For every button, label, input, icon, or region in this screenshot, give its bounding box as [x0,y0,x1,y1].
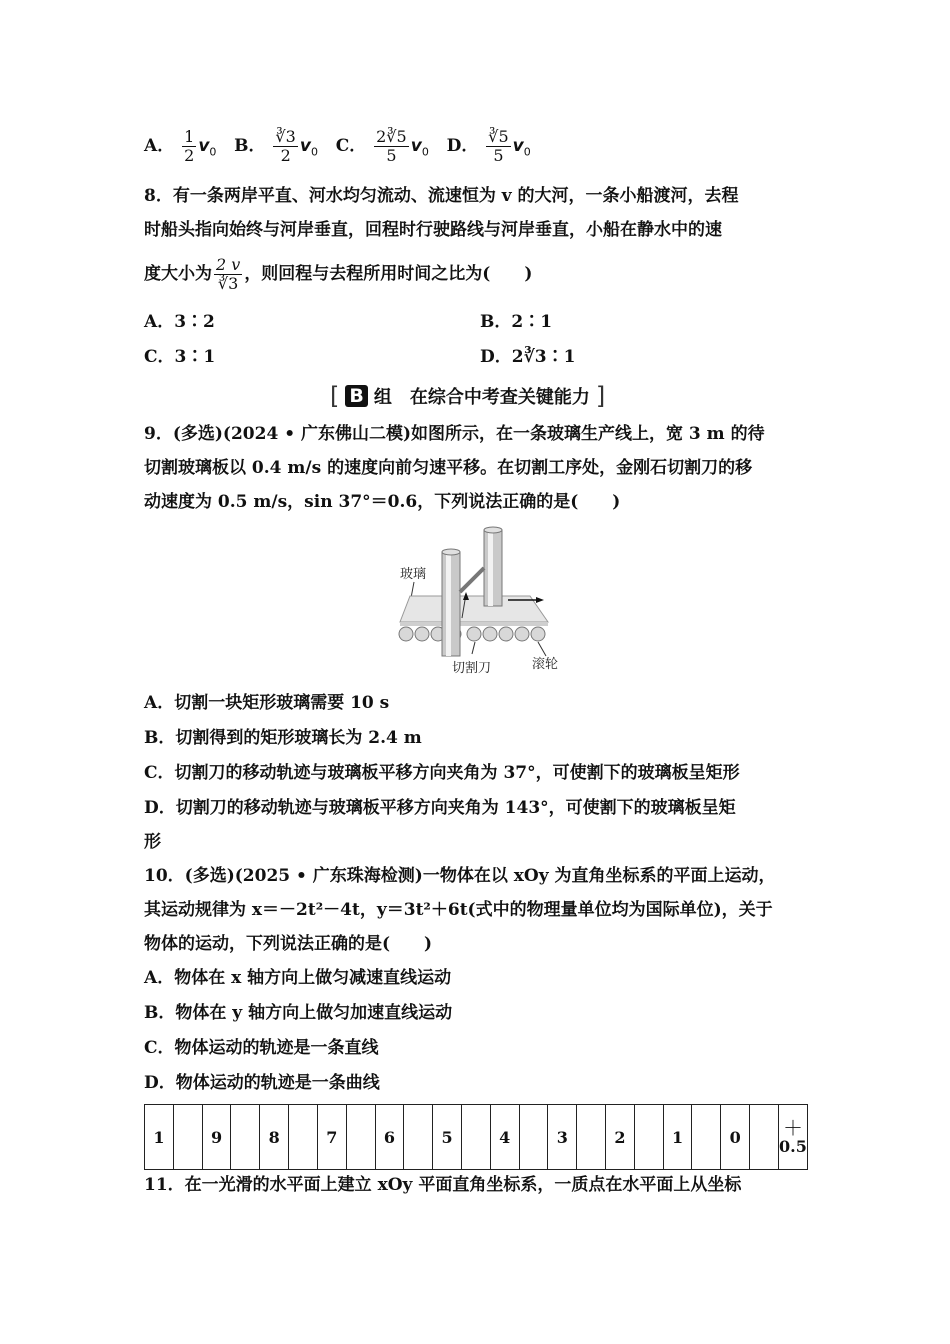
cutter-arm [460,568,484,592]
answer-table [144,1104,808,1170]
q9-line-3: 动速度为 0.5 m/s，sin 37°＝0.6，下列说法正确的是( ) [144,492,621,512]
fraction: $\frac{1}{2}$ [184,127,195,165]
figure-label-glass: 玻璃 [400,567,427,582]
q10-option-d: D．物体运动的轨迹是一条曲线 [144,1073,380,1093]
q8-option-b: B．2∶1 [480,312,553,332]
section-title: 组 在综合中考查关键能力 [373,387,590,408]
q8-option-c: C．3∶1 [144,347,216,367]
q10-option-c: C．物体运动的轨迹是一条直线 [144,1038,379,1058]
section-header: [ B 组 在综合中考查关键能力 ] [330,382,606,410]
fraction: $\frac{∛3}{2}$ [275,127,296,165]
figure-label-cutter: 切割刀 [452,661,492,676]
q10-option-a: A．物体在 x 轴方向上做匀减速直线运动 [144,968,452,988]
q8-line-3: 度大小为 $\frac{2 v}{∛3}$ ，则回程与去程所用时间之比为( ) [144,255,533,293]
q7-options: A． $\frac{1}{2}$ $v_0$ B． $\frac{∛3}{2}$ $v_0$ C． $\frac{2∛5}{5}$ $v_0$ D． $\frac{∛5}{5}$ $v_0$ [144,127,531,165]
q10-option-b: B．物体在 y 轴方向上做匀加速直线运动 [144,1003,453,1023]
q11-line-1: 11．在一光滑的水平面上建立 xOy 平面直角坐标系，一质点在水平面上从坐标 [144,1175,742,1195]
q9-line-1: 9．(多选)(2024 • 广东佛山二模)如图所示，在一条玻璃生产线上，宽 3 m 的待 [144,424,765,444]
q9-option-a: A．切割一块矩形玻璃需要 10 s [144,693,390,713]
group-b-badge: B [345,385,367,407]
q10-line-2: 其运动规律为 x＝－2t²－4t，y＝3t²＋6t(式中的物理量单位均为国际单位)，关于 [144,900,773,920]
q10-line-1: 10．(多选)(2025 • 广东珠海检测)一物体在以 xOy 为直角坐标系的平面上运动， [144,866,776,886]
q10-line-3: 物体的运动，下列说法正确的是( ) [144,934,433,954]
rollers [399,627,545,641]
glass-cutting-figure [380,522,590,678]
q9-line-2: 切割玻璃板以 0.4 m/s 的速度向前匀速平移。在切割工序处，金刚石切割刀的移 [144,458,753,478]
fraction: $\frac{2 v}{∛3}$ [216,255,241,293]
fraction: $\frac{∛5}{5}$ [488,127,509,165]
fraction: $\frac{2∛5}{5}$ [376,127,407,165]
q8-option-d: D．2∛3∶1 [480,347,576,367]
q9-option-d-cont: 形 [144,832,161,852]
q8-line-1: 8．有一条两岸平直、河水均匀流动、流速恒为 v 的大河，一条小船渡河，去程 [144,186,739,206]
figure-label-roller: 滚轮 [532,657,559,672]
q9-option-b: B．切割得到的矩形玻璃长为 2.4 m [144,728,422,748]
q9-option-d: D．切割刀的移动轨迹与玻璃板平移方向夹角为 143°，可使割下的玻璃板呈矩 [144,798,736,818]
q8-option-a: A．3∶2 [144,312,215,332]
q9-option-c: C．切割刀的移动轨迹与玻璃板平移方向夹角为 37°，可使割下的玻璃板呈矩形 [144,763,740,783]
table-row: 1 9 8 7 6 5 4 3 2 1 0 ＋ 0.5 [145,1105,808,1170]
q8-line-2: 时船头指向始终与河岸垂直，回程时行驶路线与河岸垂直，小船在静水中的速 [144,220,722,240]
